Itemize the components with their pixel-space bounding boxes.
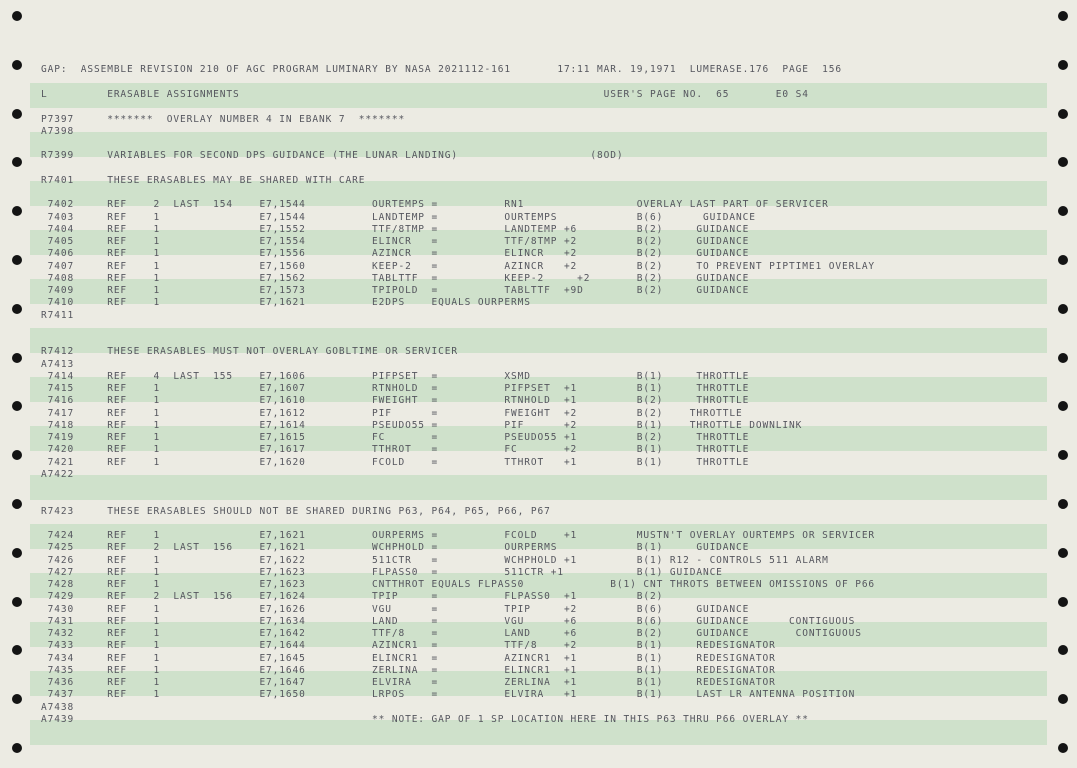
listing-line: R7401 THESE ERASABLES MAY BE SHARED WITH CARE — [41, 174, 366, 186]
tractor-hole-icon — [12, 255, 22, 265]
listing-line: 7414 REF 4 LAST 155 E7,1606 PIFPSET = XSMD B(1) THROTTLE — [41, 370, 750, 382]
listing-line: 7426 REF 1 E7,1622 511CTR = WCHPHOLD +1 B(1) R12 - CONTROLS 511 ALARM — [41, 554, 829, 566]
listing-line: 7419 REF 1 E7,1615 FC = PSEUDO55 +1 B(2) THROTTLE — [41, 432, 750, 443]
tractor-hole-icon — [12, 304, 22, 314]
tractor-hole-icon — [12, 109, 22, 119]
listing-line: 7402 REF 2 LAST 154 E7,1544 OURTEMPS = RN1 OVERLAY LAST PART OF SERVICER — [41, 199, 829, 211]
listing-line: R7399 VARIABLES FOR SECOND DPS GUIDANCE (THE LUNAR LANDING) (8OD) — [41, 150, 624, 162]
listing-line: A7398 — [41, 125, 75, 137]
listing-line: 7427 REF 1 E7,1623 FLPASS0 = 511CTR +1 B(1) GUIDANCE — [41, 566, 723, 578]
listing-line: L ERASABLE ASSIGNMENTS USER'S PAGE NO. 65 E0 S4 — [41, 89, 809, 100]
listing-line: 7418 REF 1 E7,1614 PSEUDO55 = PIF +2 B(1) THROTTLE DOWNLINK — [41, 419, 803, 431]
tractor-hole-icon — [12, 11, 22, 21]
listing-line: 7430 REF 1 E7,1626 VGU = TPIP +2 B(6) GUIDANCE — [41, 603, 750, 615]
listing-line: 7409 REF 1 E7,1573 TPIPOLD = TABLTTF +9D B(2) GUIDANCE — [41, 285, 750, 296]
listing-line: 7433 REF 1 E7,1644 AZINCR1 = TTF/8 +2 B(1) REDESIGNATOR — [41, 640, 776, 652]
tractor-hole-icon — [12, 499, 22, 509]
listing-line: 7407 REF 1 E7,1560 KEEP-2 = AZINCR +2 B(2) TO PREVENT PIPTIME1 OVERLAY — [41, 260, 876, 272]
tractor-hole-icon — [1058, 109, 1068, 119]
listing-line: 7434 REF 1 E7,1645 ELINCR1 = AZINCR1 +1 B(1) REDESIGNATOR — [41, 652, 776, 664]
listing-line: 7410 REF 1 E7,1621 E2DPS EQUALS OURPERMS — [41, 297, 531, 309]
listing-line: 7425 REF 2 LAST 156 E7,1621 WCHPHOLD = OURPERMS B(1) GUIDANCE — [41, 542, 750, 554]
listing-line: 7420 REF 1 E7,1617 TTHROT = FC +2 B(1) THROTTLE — [41, 444, 750, 456]
listing-line: 7429 REF 2 LAST 156 E7,1624 TPIP = FLPASS0 +1 B(2) — [41, 591, 664, 603]
listing-line: 7424 REF 1 E7,1621 OURPERMS = FCOLD +1 MUSTN'T OVERLAY OURTEMPS OR SERVICER — [41, 530, 876, 541]
listing-line: 7436 REF 1 E7,1647 ELVIRA = ZERLINA +1 B(1) REDESIGNATOR — [41, 677, 776, 688]
tractor-hole-icon — [1058, 353, 1068, 363]
listing-line: A7413 — [41, 358, 75, 370]
listing-line: A7422 — [41, 468, 75, 480]
listing-line: 7415 REF 1 E7,1607 RTNHOLD = PIFPSET +1 B(1) THROTTLE — [41, 383, 750, 394]
tractor-hole-icon — [1058, 597, 1068, 607]
listing-line: R7411 — [41, 309, 75, 321]
tractor-hole-icon — [1058, 548, 1068, 558]
listing-line: A7439 ** NOTE: GAP OF 1 SP LOCATION HERE IN THIS P63 THRU P66 OVERLAY ** — [41, 713, 809, 725]
listing-line: 7408 REF 1 E7,1562 TABLTTF = KEEP-2 +2 B(2) GUIDANCE — [41, 272, 750, 284]
listing-line: P7397 ******* OVERLAY NUMBER 4 IN EBANK 7 ******* — [41, 113, 406, 125]
tractor-hole-icon — [1058, 255, 1068, 265]
listing-line: 7421 REF 1 E7,1620 FCOLD = TTHROT +1 B(1) THROTTLE — [41, 456, 750, 468]
tractor-hole-icon — [12, 743, 22, 753]
page-header: GAP: ASSEMBLE REVISION 210 OF AGC PROGRAM LUMINARY BY NASA 2021112-161 17:11 MAR. 19,1971 LUMERASE.176 PAGE 156 — [41, 64, 842, 75]
listing-line: 7404 REF 1 E7,1552 TTF/8TMP = LANDTEMP +6 B(2) GUIDANCE — [41, 223, 750, 235]
tractor-hole-icon — [12, 548, 22, 558]
listing-line: 7403 REF 1 E7,1544 LANDTEMP = OURTEMPS B(6) GUIDANCE — [41, 211, 756, 223]
tractor-hole-icon — [1058, 743, 1068, 753]
listing-line: 7435 REF 1 E7,1646 ZERLINA = ELINCR1 +1 B(1) REDESIGNATOR — [41, 664, 776, 676]
tractor-hole-icon — [1058, 11, 1068, 21]
tractor-hole-icon — [12, 597, 22, 607]
green-bar — [30, 475, 1047, 500]
listing-line: 7417 REF 1 E7,1612 PIF = FWEIGHT +2 B(2) THROTTLE — [41, 407, 743, 419]
tractor-hole-icon — [1058, 304, 1068, 314]
listing-line: 7405 REF 1 E7,1554 ELINCR = TTF/8TMP +2 B(2) GUIDANCE — [41, 236, 750, 247]
listing-line: R7423 THESE ERASABLES SHOULD NOT BE SHARED DURING P63, P64, P65, P66, P67 — [41, 505, 551, 517]
listing-line: 7416 REF 1 E7,1610 FWEIGHT = RTNHOLD +1 B(2) THROTTLE — [41, 395, 750, 407]
listing-line: 7437 REF 1 E7,1650 LRPOS = ELVIRA +1 B(1) LAST LR ANTENNA POSITION — [41, 689, 856, 701]
listing-line: 7428 REF 1 E7,1623 CNTTHROT EQUALS FLPASS0 B(1) CNT THROTS BETWEEN OMISSIONS OF P66 — [41, 579, 876, 590]
tractor-hole-icon — [12, 60, 22, 70]
listing-line: A7438 — [41, 701, 75, 713]
listing-line: 7432 REF 1 E7,1642 TTF/8 = LAND +6 B(2) GUIDANCE CONTIGUOUS — [41, 628, 862, 639]
listing-line: R7412 THESE ERASABLES MUST NOT OVERLAY GOBLTIME OR SERVICER — [41, 346, 459, 358]
tractor-hole-icon — [12, 353, 22, 363]
listing-line: 7431 REF 1 E7,1634 LAND = VGU +6 B(6) GUIDANCE CONTIGUOUS — [41, 615, 856, 627]
listing-line: 7406 REF 1 E7,1556 AZINCR = ELINCR +2 B(2) GUIDANCE — [41, 248, 750, 260]
tractor-hole-icon — [1058, 499, 1068, 509]
tractor-hole-icon — [1058, 60, 1068, 70]
